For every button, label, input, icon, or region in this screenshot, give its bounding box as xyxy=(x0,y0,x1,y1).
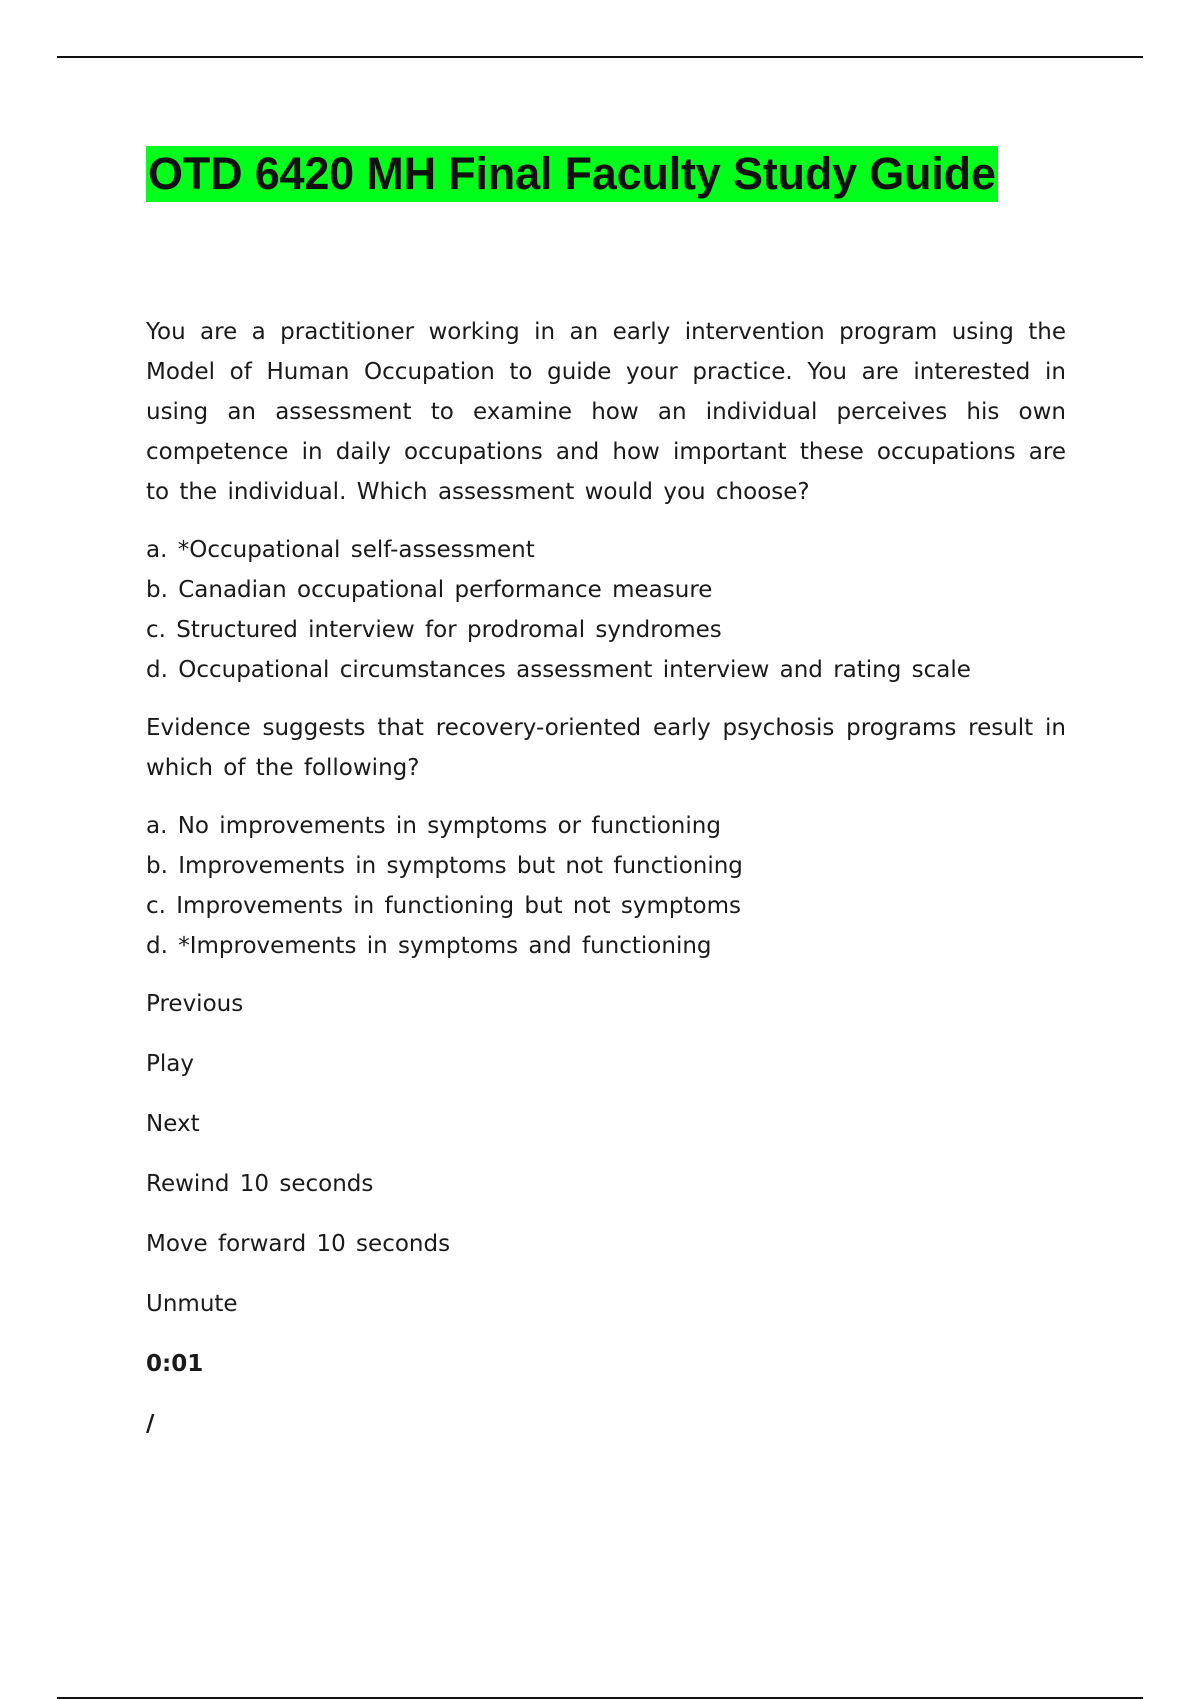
question-2-option-a: a. No improvements in symptoms or functioning xyxy=(146,813,721,839)
page-title: OTD 6420 MH Final Faculty Study Guide xyxy=(146,146,998,202)
question-1-option-d: d. Occupational circumstances assessment interview and rating scale xyxy=(146,657,971,683)
top-rule xyxy=(57,56,1143,58)
question-1-option-c: c. Structured interview for prodromal syndromes xyxy=(146,617,722,643)
question-2-option-c: c. Improvements in functioning but not symptoms xyxy=(146,893,741,919)
rewind-button[interactable]: Rewind 10 seconds xyxy=(146,1171,374,1197)
document-body xyxy=(146,146,1066,1464)
question-1-text: You are a practitioner working in an early intervention program using the Model of Human Occupation to guide your practice. You are interested in using an assessment to examine how an individual perceives his own competence in daily occupations and how important these occupations are to the individual. Which assessment would you choose? xyxy=(146,319,1066,505)
bottom-rule xyxy=(57,1697,1143,1699)
play-button[interactable]: Play xyxy=(146,1051,194,1077)
forward-button[interactable]: Move forward 10 seconds xyxy=(146,1231,451,1257)
question-2-text: Evidence suggests that recovery-oriented early psychosis programs result in which of the following? xyxy=(146,715,1066,781)
time-separator: / xyxy=(146,1411,155,1437)
question-1-option-b: b. Canadian occupational performance measure xyxy=(146,577,713,603)
question-1-options xyxy=(146,530,1066,690)
unmute-button[interactable]: Unmute xyxy=(146,1291,238,1317)
next-button[interactable]: Next xyxy=(146,1111,200,1137)
current-time: 0:01 xyxy=(146,1351,204,1377)
question-1-option-a: a. *Occupational self-assessment xyxy=(146,537,535,563)
media-player-controls xyxy=(146,984,1066,1444)
question-2-option-d: d. *Improvements in symptoms and functioning xyxy=(146,933,712,959)
previous-button[interactable]: Previous xyxy=(146,991,244,1017)
question-2-options xyxy=(146,806,1066,966)
question-2-option-b: b. Improvements in symptoms but not functioning xyxy=(146,853,743,879)
